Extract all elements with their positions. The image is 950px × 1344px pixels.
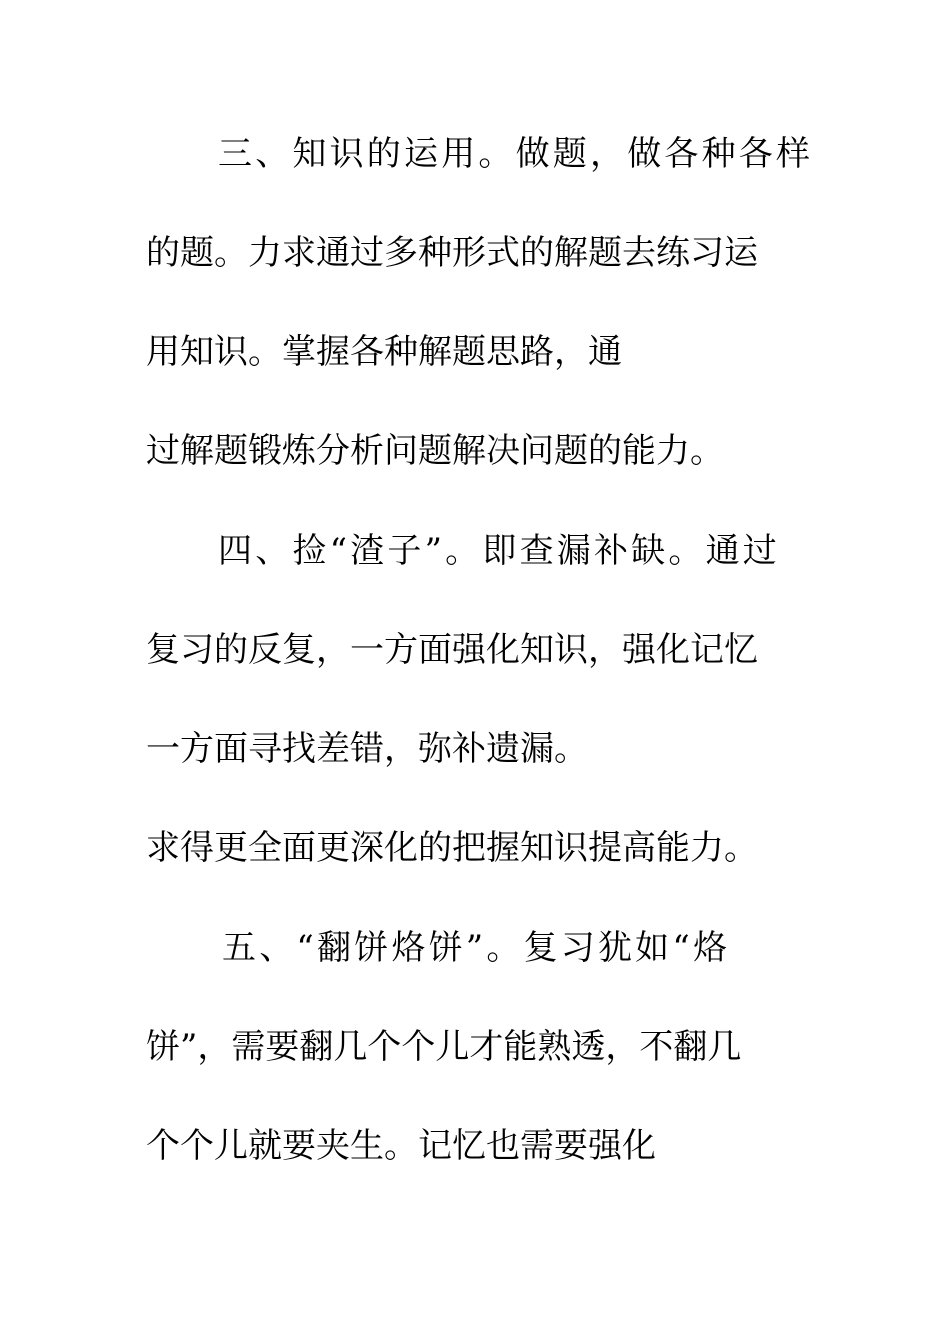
paragraph-5-line-1: 五、“翻饼烙饼”。复习犹如“烙: [222, 928, 731, 968]
paragraph-3-line-4: 过解题锻炼分析问题解决问题的能力。: [146, 431, 724, 471]
paragraph-5-line-2: 饼”，需要翻几个个儿才能熟透，不翻几: [146, 1027, 742, 1067]
paragraph-5-line-3: 个个儿就要夹生。记忆也需要强化: [146, 1126, 656, 1166]
paragraph-3-line-3: 用知识。掌握各种解题思路，通: [146, 332, 622, 372]
paragraph-3-line-2: 的题。力求通过多种形式的解题去练习运: [146, 233, 758, 273]
paragraph-4-line-1: 四、捡“渣子”。即查漏补缺。通过: [218, 531, 780, 571]
paragraph-4-line-4: 求得更全面更深化的把握知识提高能力。: [146, 828, 758, 868]
paragraph-4-line-3: 一方面寻找差错，弥补遗漏。: [146, 729, 588, 769]
paragraph-4-line-2: 复习的反复，一方面强化知识，强化记忆: [146, 630, 758, 670]
paragraph-3-line-1: 三、知识的运用。做题，做各种各样: [218, 134, 814, 174]
